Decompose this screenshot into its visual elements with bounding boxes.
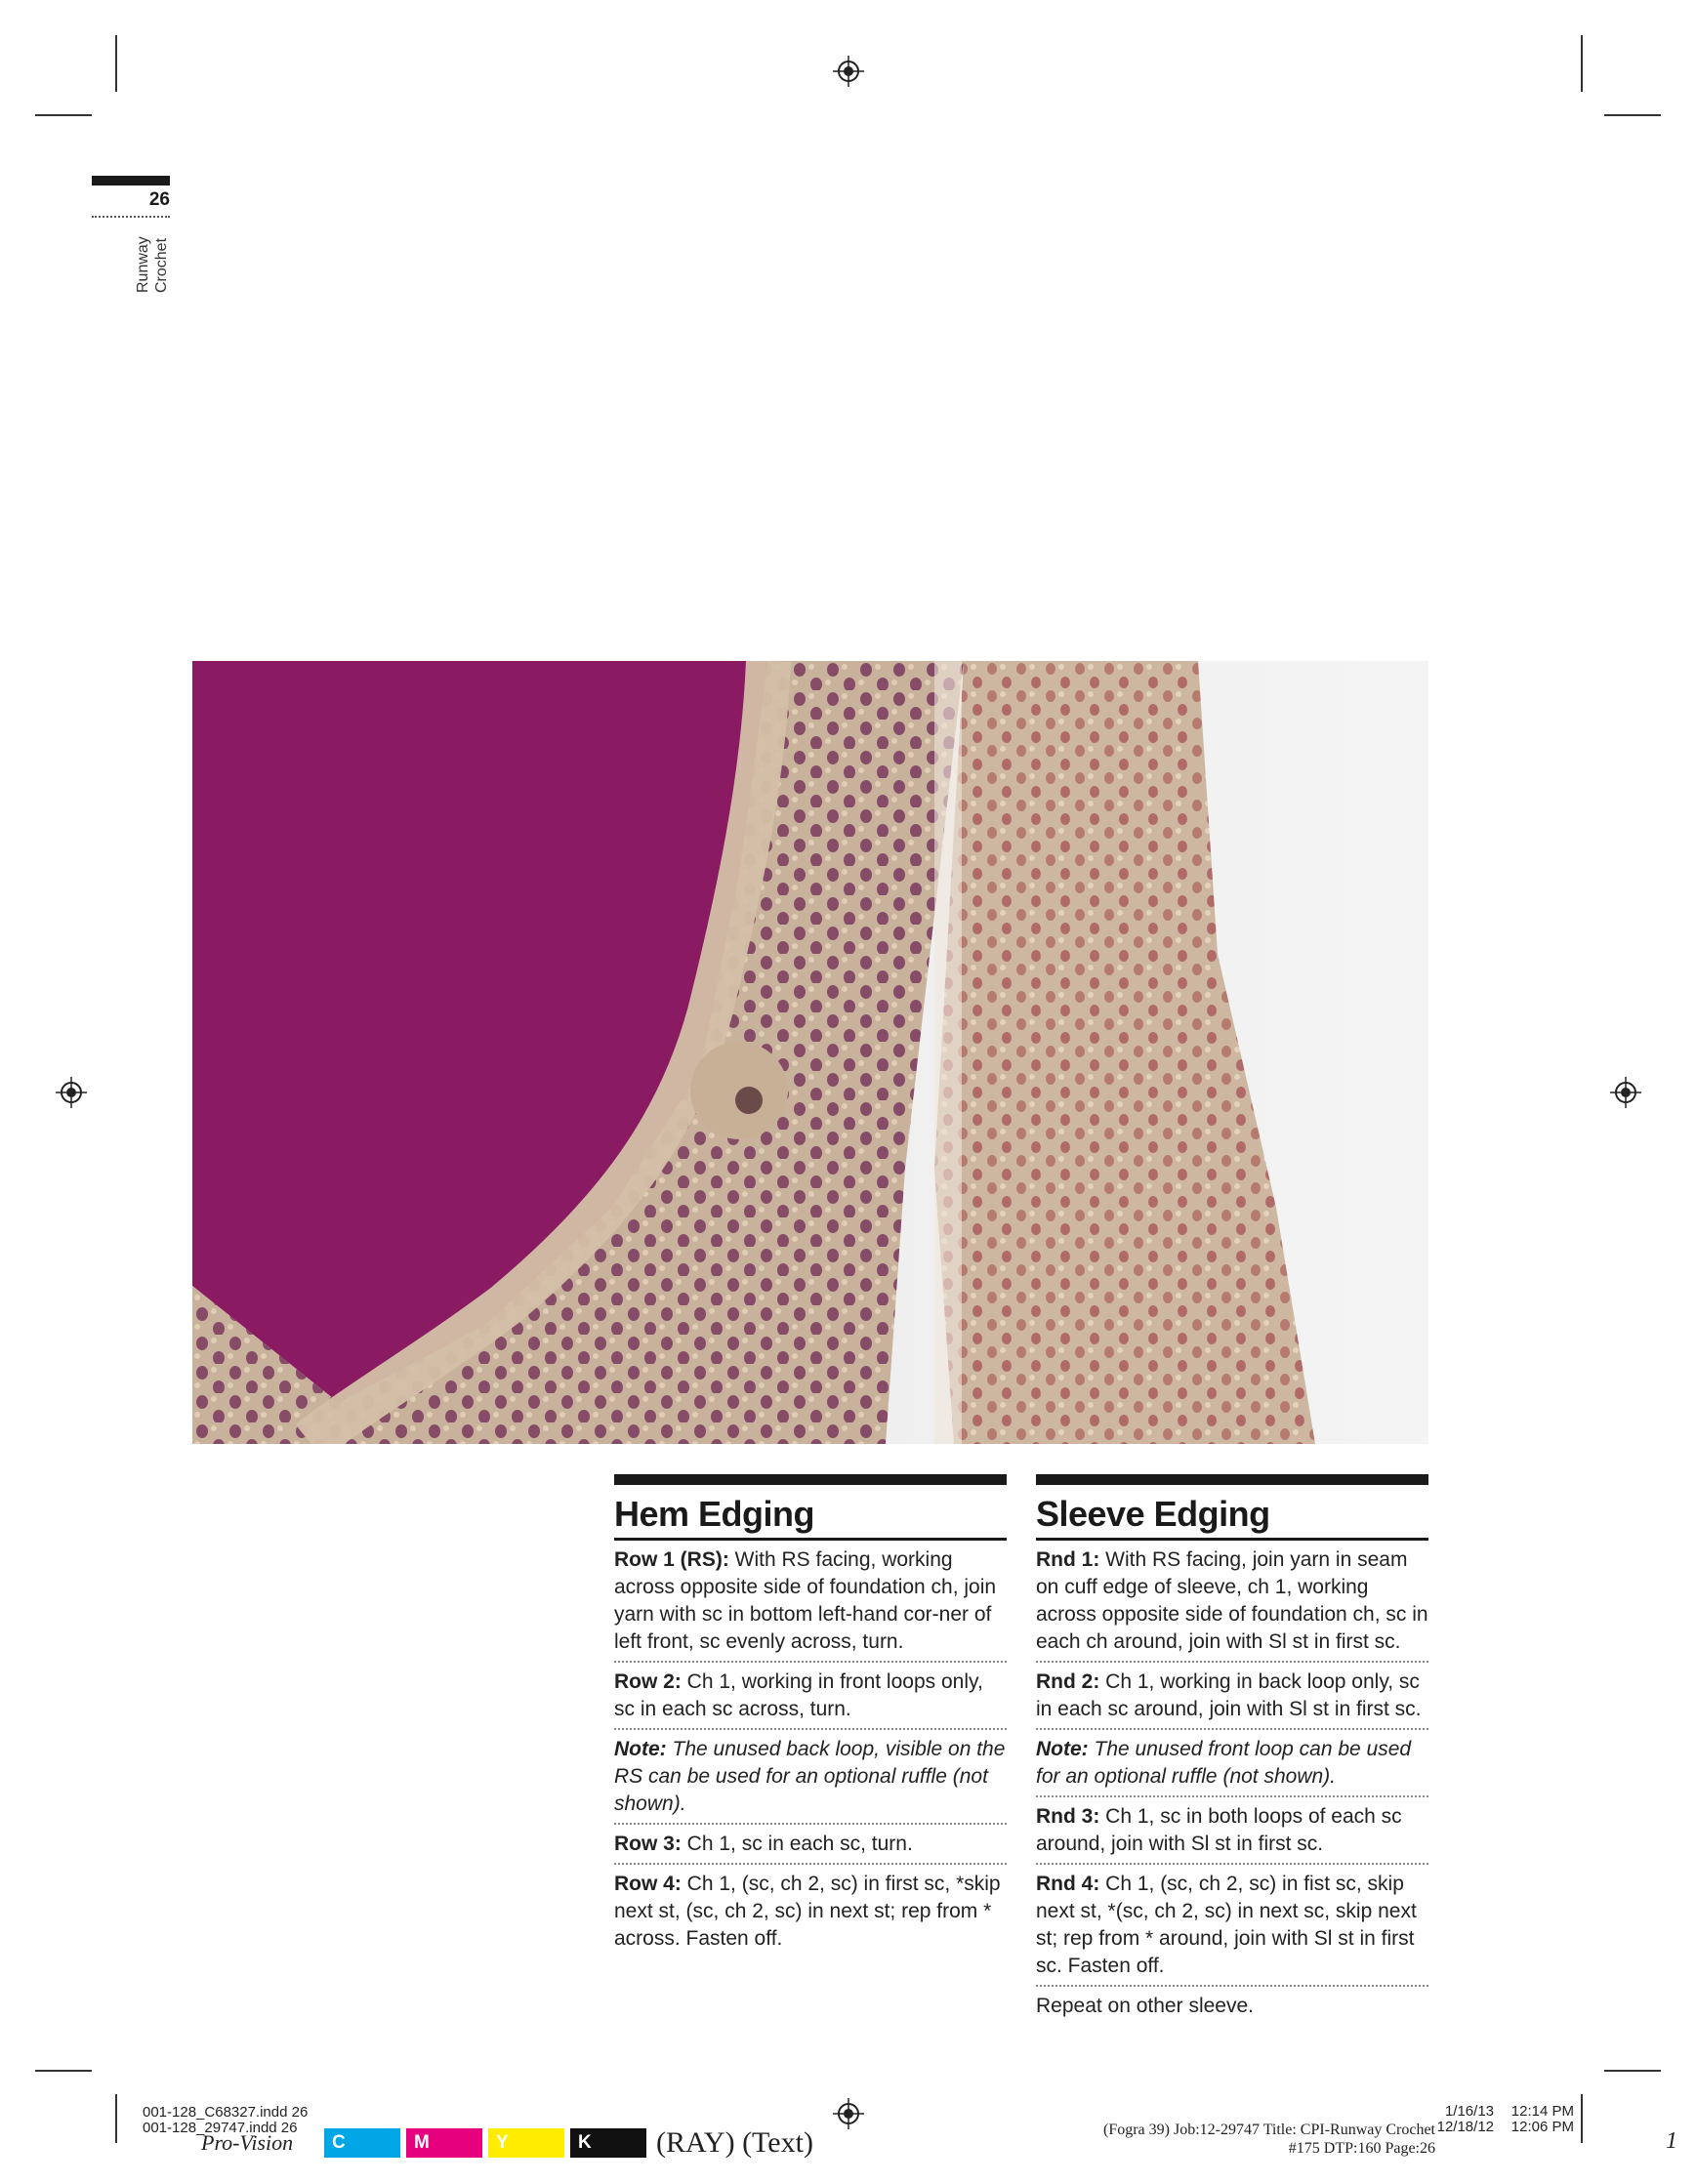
running-head [134,236,171,293]
slug-file-line: 001-128_29747.indd 26 [143,2120,298,2136]
instruction-text: Ch 1, sc in both loops of each sc around, join with Sl st in first sc. [1036,1805,1402,1855]
crop-mark [35,2070,92,2072]
section-title: Sleeve Edging [1036,1493,1428,1541]
job-line [1015,2121,1435,2158]
swatch-cyan: C [324,2128,400,2158]
slug-date: 12/18/12 [1436,2119,1494,2135]
folio-divider [92,216,170,218]
job-title-line: (Fogra 39) Job:12-29747 Title: CPI-Runway Crochet [1103,2122,1435,2138]
instruction-text: With RS facing, working across opposite side of foundation ch, join yarn with sc in bottom left-hand cor-ner of left front, sc evenly across, turn. [614,1548,997,1653]
crop-mark [115,35,117,92]
slug-file-line: 001-128_C68327.indd 26 [143,2104,309,2121]
folio-bar [92,176,170,185]
instruction-entry [1036,1865,1428,1987]
instruction-note [614,1730,1007,1825]
running-head-line: Crochet [153,237,170,293]
registration-mark-icon [833,56,864,87]
slug-times [1504,2104,1574,2135]
instruction-list [614,1541,1007,1957]
crop-mark [1581,35,1583,92]
instruction-label: Rnd 2: [1036,1670,1100,1693]
instruction-text: Repeat on other sleeve. [1036,1995,1254,2017]
column-rule [1036,1474,1428,1485]
slug-time: 12:14 PM [1510,2103,1574,2120]
crochet-photo [192,661,1428,1444]
slug-date: 1/16/13 [1444,2103,1494,2120]
slug-dates [1435,2104,1494,2135]
note-label: Note: [1036,1738,1089,1760]
instruction-entry [614,1663,1007,1730]
crop-mark [1604,114,1661,116]
instruction-entry [614,1825,1007,1865]
note-text: The unused back loop, visible on the RS can be used for an optional ruffle (not shown). [614,1738,1006,1815]
instruction-list [1036,1541,1428,2025]
registration-mark-icon [1610,1077,1641,1108]
instruction-entry [614,1541,1007,1663]
swatch-black: K [570,2128,646,2158]
instruction-label: Row 1 (RS): [614,1548,729,1571]
hem-edging-column [614,1474,1007,1957]
instruction-label: Rnd 1: [1036,1548,1100,1571]
crop-mark [115,2094,117,2143]
instruction-entry [614,1865,1007,1957]
note-text: The unused front loop can be used for an optional ruffle (not shown). [1036,1738,1412,1788]
instruction-note [1036,1730,1428,1797]
instruction-entry [1036,1987,1428,2025]
crop-mark [1604,2070,1661,2072]
slug-time: 12:06 PM [1510,2119,1574,2135]
registration-mark-icon [56,1077,87,1108]
crop-mark [1581,2094,1583,2143]
dtp-line: #175 DTP:160 Page:26 [1288,2140,1435,2157]
instruction-text: With RS facing, join yarn in seam on cuff edge of sleeve, ch 1, working across opposite side of foundation ch, sc in each ch around, join with Sl st in first sc. [1036,1548,1428,1653]
instruction-text: Ch 1, working in back loop only, sc in each sc around, join with Sl st in first sc. [1036,1670,1422,1720]
instruction-text: Ch 1, sc in each sc, turn. [681,1833,913,1855]
provision-label: Pro-Vision [201,2130,294,2155]
crop-mark [35,114,92,116]
crochet-photo-illustration [192,661,1428,1444]
page-number: 26 [148,189,170,210]
instruction-entry [1036,1797,1428,1865]
instruction-text: Ch 1, working in front loops only, sc in each sc across, turn. [614,1670,983,1720]
instruction-text: Ch 1, (sc, ch 2, sc) in first sc, *skip next st, (sc, ch 2, sc) in next st; rep from * across. Fasten off. [614,1873,1001,1950]
sleeve-edging-column [1036,1474,1428,2025]
swatch-magenta: M [406,2128,482,2158]
instruction-label: Rnd 3: [1036,1805,1100,1828]
section-title: Hem Edging [614,1493,1007,1541]
instruction-entry [1036,1663,1428,1730]
registration-mark-icon [833,2098,864,2129]
running-head-line: Runway [135,236,151,293]
column-rule [614,1474,1007,1485]
instruction-text: Ch 1, (sc, ch 2, sc) in fist sc, skip next st, *(sc, ch 2, sc) in next sc, skip next st; rep from * around, join with Sl st in first sc. Fasten off. [1036,1873,1417,1977]
ray-text: (RAY) (Text) [656,2126,813,2159]
instruction-label: Row 2: [614,1670,682,1693]
note-label: Note: [614,1738,667,1760]
instruction-label: Rnd 4: [1036,1873,1100,1895]
instruction-label: Row 4: [614,1873,682,1895]
instruction-entry [1036,1541,1428,1663]
corner-mark: 1 [1666,2128,1677,2154]
instruction-label: Row 3: [614,1833,682,1855]
swatch-yellow: Y [488,2128,564,2158]
